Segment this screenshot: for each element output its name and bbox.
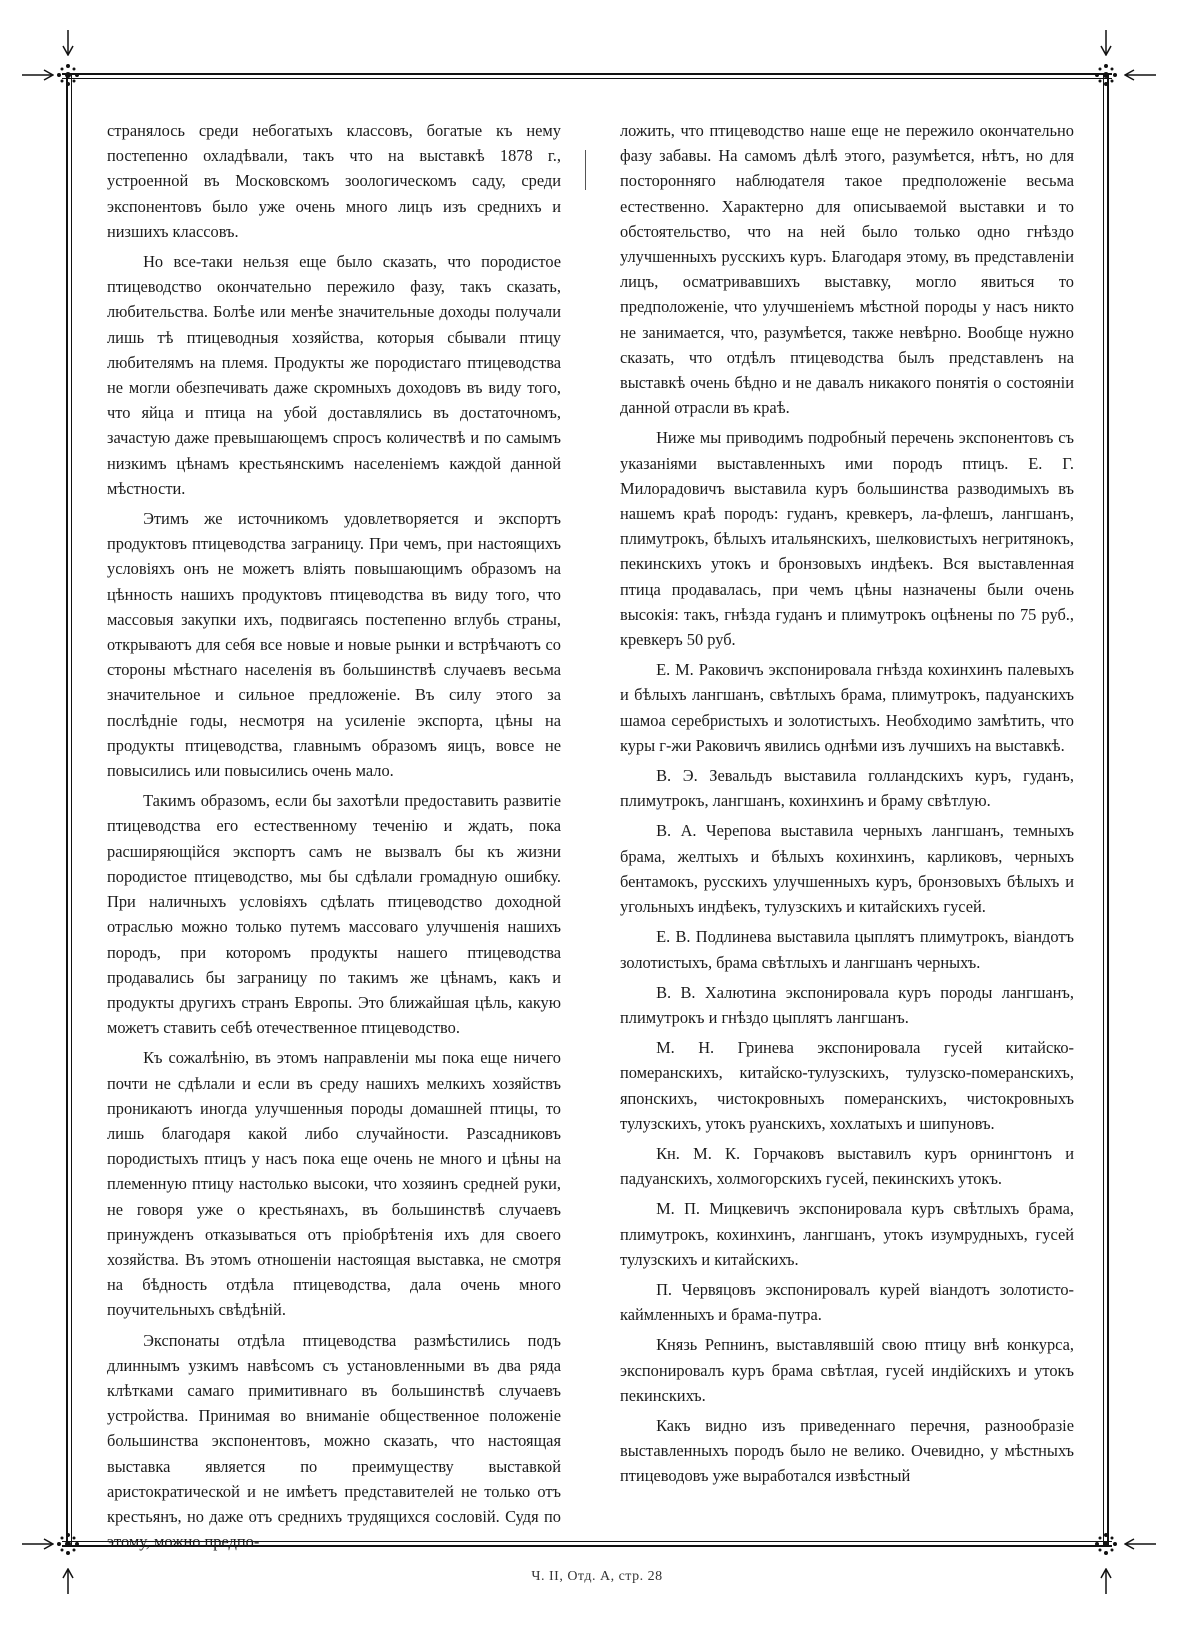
frame-top-line [62,73,1112,75]
arrow-left-top-right-icon [1124,67,1156,83]
frame-right-line [1107,73,1109,1547]
paragraph: Но все-таки нельзя еще было сказать, что породистое птицеводство окончательно пережило фазу, такъ сказать, любительства. Болѣе или менѣе значительные доходы получали лишь тѣ птицеводныя хозяйства, которыя сбывали птицу любителямъ на племя. Продукты же породистаго птицеводства не могли обезпечивать даже скромныхъ доходовъ въ виду того, что яйца и птица на убой доставлялись въ достаточномъ, зачастую даже превышающемъ спросъ количествѣ и по самымъ низкимъ цѣнамъ крестьянскимъ населеніемъ каждой данной мѣстности. [107,252,561,498]
right-column [620,118,1074,1494]
paragraph: Ниже мы приводимъ подробный перечень экспонентовъ съ указаніями выставленныхъ ими породъ птицъ. Е. Г. Милорадовичъ выставила куръ большинства разводимыхъ въ нашемъ краѣ породъ: гуданъ, кревкеръ, ла-флешъ, лангшанъ, плимутрокъ, бѣлыхъ итальянскихъ, шелковистыхъ негритянокъ, пекинскихъ утокъ и бронзовыхъ индѣекъ. Вся выставленная птица продавалась, при чемъ цѣны назначены были очень высокія: такъ, гнѣзда гуданъ и плимутрокъ оцѣнены по 75 руб., кревкеръ 50 руб. [620,428,1074,650]
arrow-down-top-right-icon [1097,30,1115,56]
paragraph: В. В. Халютина экспонировала куръ породы лангшанъ, плимутрокъ и гнѣздо цыплятъ лангшанъ. [620,982,1074,1027]
paragraph: М. Н. Гринева экспонировала гусей китайско-померанскихъ, китайско-тулузскихъ, тулузско-померанскихъ, японскихъ, чистокровныхъ померанскихъ, чистокровныхъ тулузскихъ, утокъ руанскихъ, хохлатыхъ и шипуновъ. [620,1038,1074,1133]
paragraph: В. Э. Зевальдъ выставила голландскихъ куръ, гуданъ, плимутрокъ, лангшанъ, кохинхинъ и браму свѣтлую. [620,766,1074,811]
paragraph: Князь Репнинъ, выставлявшій свою птицу внѣ конкурса, экспонировалъ куръ брама свѣтлая, гусей индійскихъ и утокъ пекинскихъ. [620,1335,1074,1405]
paragraph: М. П. Мицкевичъ экспонировала куръ свѣтлыхъ брама, плимутрокъ, кохинхинъ, лангшанъ, утокъ изумрудныхъ, гусей тулузскихъ и китайскихъ. [620,1199,1074,1269]
frame-left-line-inner [71,73,72,1547]
page-footer: Ч. II, Отд. А, стр. 28 [531,1569,663,1584]
corner-ornament-bottom-left-icon [55,1531,81,1557]
paragraph: Кн. М. К. Горчаковъ выставилъ куръ орнингтонъ и падуанскихъ, холмогорскихъ гусей, пекинскихъ утокъ. [620,1143,1074,1189]
paragraph: Какъ видно изъ приведеннаго перечня, разнообразіе выставленныхъ породъ было не велико. Очевидно, у мѣстныхъ птицеводовъ уже выработался извѣстный [620,1415,1074,1486]
frame-top-line-inner [62,78,1112,79]
paragraph: странялось среди небогатыхъ классовъ, богатые къ нему постепенно охладѣвали, такъ что на выставкѣ 1878 г., устроенной въ Московскомъ зоологическомъ саду, среди экспонентовъ было уже очень много лицъ изъ среднихъ и низшихъ классовъ. [107,121,561,241]
frame-left-line [66,73,68,1547]
paragraph: Къ сожалѣнію, въ этомъ направленіи мы пока еще ничего почти не сдѣлали и если въ среду нашихъ мелкихъ хозяйствъ проникаютъ иногда улучшенныя породы домашней птицы, то лишь благодаря какой либо случайности. Разсадниковъ породистыхъ птицъ у насъ пока еще очень не много и цѣны на племенную птицу настолько высоки, что хозяинъ средней руки, не говоря уже о крестьянахъ, въ большинствѣ случаевъ принужденъ отказываться отъ пріобрѣтенія ихъ для своего хозяйства. Въ этомъ отношеніи настоящая выставка, не смотря на бѣдность отдѣла птицеводства, дала очень много поучительныхъ свѣдѣній. [107,1048,561,1320]
paragraph: Этимъ же источникомъ удовлетворяется и экспортъ продуктовъ птицеводства заграницу. При чемъ, при настоящихъ условіяхъ онъ не можетъ вліять повышающимъ образомъ на цѣнность нашихъ продуктовъ птицеводства въ виду того, что массовыя закупки ихъ, подвигаясь постепенно вглубь страны, открываютъ для себя все новые и новые рынки и встрѣчаютъ со стороны мѣстнаго населенія въ большинствѣ случаевъ весьма значительное и сильное предложеніе. Въ силу этого за послѣдніе годы, несмотря на усиленіе экспорта, цѣны на продукты птицеводства, главнымъ образомъ яицъ, вовсе не повысились или повысились очень мало. [107,509,561,781]
corner-ornament-top-right-icon [1093,62,1119,88]
paragraph: П. Червяцовъ экспонировалъ курей віандотъ золотисто-каймленныхъ и брама-путра. [620,1279,1074,1325]
corner-ornament-bottom-right-icon [1093,1531,1119,1557]
arrow-right-top-left-icon [22,67,54,83]
paragraph: Экспонаты отдѣла птицеводства размѣстились подъ длиннымъ узкимъ навѣсомъ съ установленными въ два ряда клѣтками самаго примитивнаго въ большинствѣ случаевъ устройства. Принимая во вниманіе общественное положеніе большинства экспонентовъ, можно сказать, что настоящая выставка является по преимуществу выставкой аристократической и не имѣетъ представителей не только отъ крестьянъ, но даже отъ среднихъ трудящихся сословій. Судя по этому, можно предпо- [107,1330,561,1552]
paragraph: Е. В. Подлинева выставила цыплятъ плимутрокъ, віандотъ золотистыхъ, брама свѣтлыхъ и лангшанъ черныхъ. [620,927,1074,972]
arrow-down-top-left-icon [59,30,77,56]
corner-ornament-top-left-icon [55,62,81,88]
arrow-left-bottom-right-icon [1124,1536,1156,1552]
left-column [107,118,561,1559]
paragraph: ложить, что птицеводство наше еще не пережило окончательно фазу забавы. На самомъ дѣлѣ этого, разумѣется, нѣтъ, но для посторонняго наблюдателя такое предположеніе весьма естественно. Характерно для описываемой выставки и то обстоятельство, что на ней было только одно гнѣздо улучшенныхъ русскихъ куръ. Благодаря этому, въ представленіи лицъ, осматривавшихъ выставку, могло явиться то предположеніе, что улучшеніемъ мѣстной породы у насъ никто не занимается, что, разумѣется, также невѣрно. Вообще нужно сказать, что отдѣлъ птицеводства былъ представленъ на выставкѣ очень бѣдно и не давалъ никакого понятія о состояніи данной отрасли въ краѣ. [620,121,1074,418]
paragraph: Е. М. Раковичъ экспонировала гнѣзда кохинхинъ палевыхъ и бѣлыхъ лангшанъ, свѣтлыхъ брама, плимутрокъ, падуанскихъ шамоа серебристыхъ и золотистыхъ. Необходимо замѣтить, что куры г-жи Раковичъ явились однѣми изъ лучшихъ на выставкѣ. [620,660,1074,755]
paragraph: В. А. Черепова выставила черныхъ лангшанъ, темныхъ брама, желтыхъ и бѣлыхъ кохинхинъ, карликовъ, черныхъ бентамокъ, русскихъ улучшенныхъ куръ, бронзовыхъ бѣлыхъ и угольныхъ индѣекъ, тулузскихъ и китайскихъ гусей. [620,821,1074,917]
column-separator [585,150,586,190]
arrow-right-bottom-left-icon [22,1536,54,1552]
paragraph: Такимъ образомъ, если бы захотѣли предоставить развитіе птицеводства его естественному теченію и ждать, пока расширяющійся экспортъ самъ не вызвалъ бы къ жизни породистое птицеводство, мы бы сдѣлали громадную ошибку. При наличныхъ условіяхъ сдѣлать птицеводство доходной отраслью можно только путемъ массоваго улучшенія нашихъ породъ, при которомъ продукты нашего птицеводства продавались бы заграницу по такимъ же цѣнамъ, какъ и продукты другихъ странъ Европы. Это ближайшая цѣль, какую можетъ ставить себѣ отечественное птицеводство. [107,791,561,1038]
frame-right-line-inner [1103,73,1104,1547]
